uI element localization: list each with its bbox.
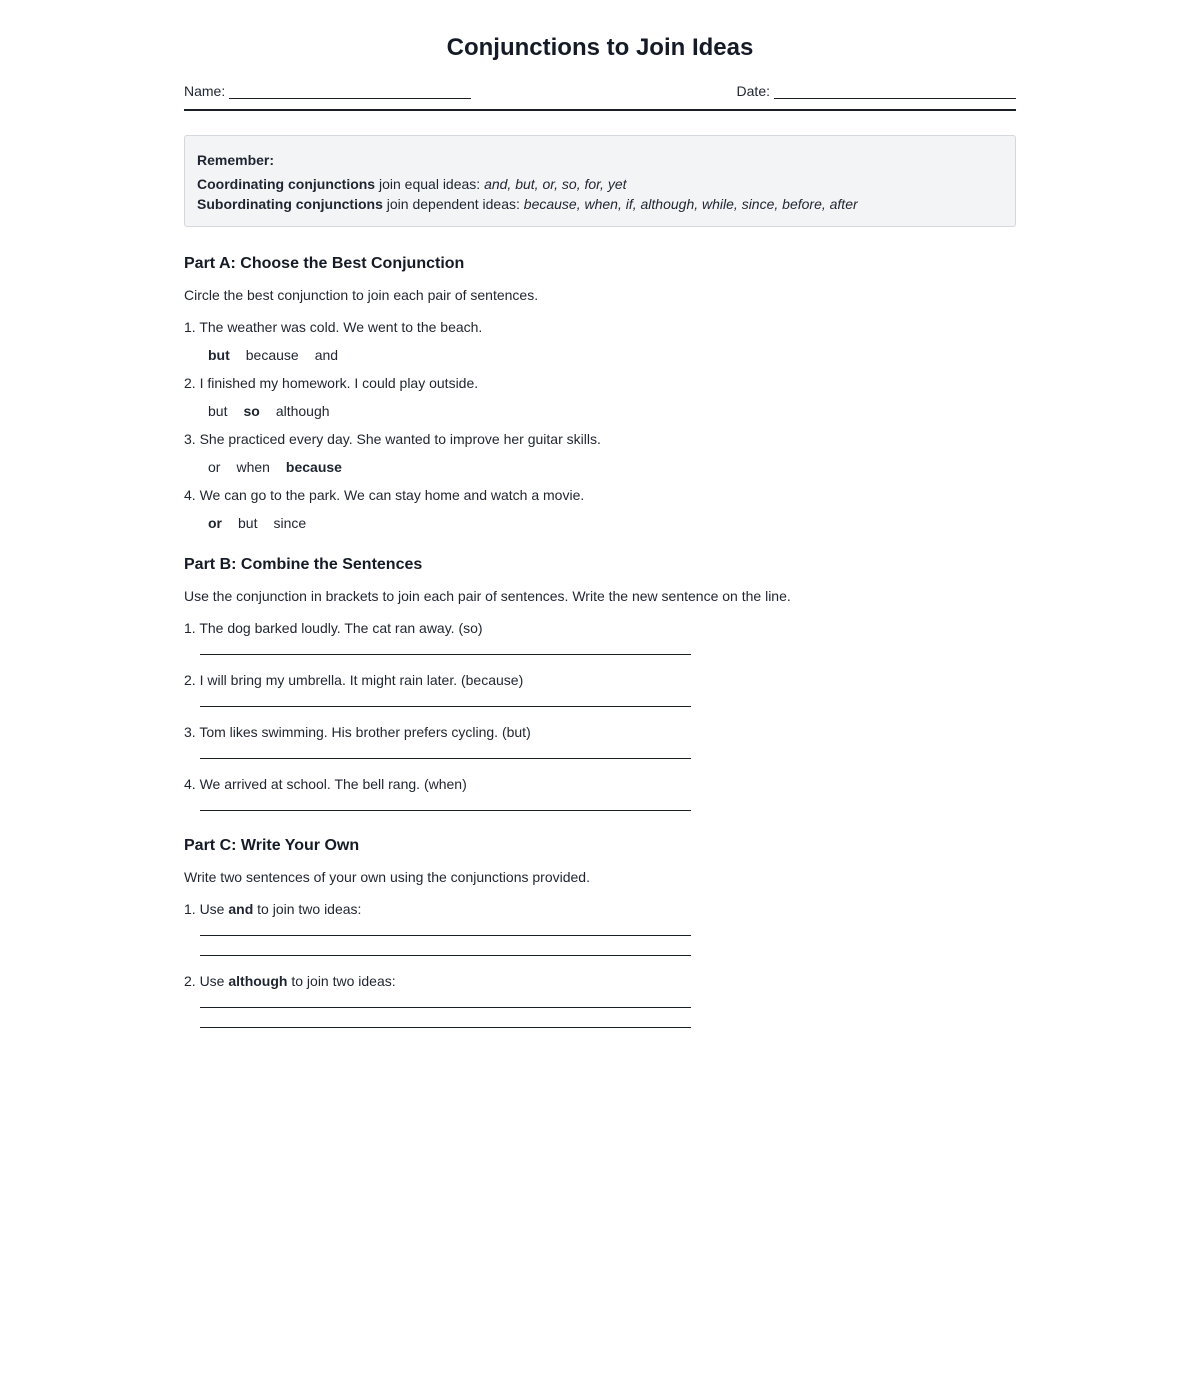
answer-line[interactable] — [200, 1027, 691, 1028]
conjunction-option[interactable]: and — [314, 347, 339, 363]
part-b-question — [184, 775, 1016, 811]
part-a-question-text: 1. The weather was cold. We went to the beach. — [184, 319, 483, 335]
part-c-suffix: to join two ideas: — [253, 901, 362, 917]
conjunction-option[interactable]: but — [208, 347, 230, 363]
conjunction-option[interactable]: because — [285, 459, 342, 475]
part-c-section — [184, 836, 1016, 1028]
part-b-section — [184, 555, 1016, 811]
part-a-options — [184, 402, 1016, 420]
subordinating-text: join dependent ideas: — [382, 196, 524, 212]
part-c-heading: Part C: Write Your Own — [184, 837, 360, 854]
remember-box — [184, 135, 1016, 227]
part-a-question-text: 3. She practiced every day. She wanted to improve her guitar skills. — [184, 431, 601, 447]
conjunction-option[interactable]: since — [273, 515, 307, 531]
part-a-options — [184, 346, 1016, 364]
part-c-question — [184, 900, 1016, 956]
part-b-instruction: Use the conjunction in brackets to join each pair of sentences. Write the new sentence on the line. — [184, 588, 791, 604]
conjunction-option[interactable]: so — [243, 403, 260, 419]
part-a-options — [184, 514, 1016, 532]
part-a-options — [184, 458, 1016, 476]
part-a-question — [184, 486, 1016, 532]
answer-line[interactable] — [200, 935, 691, 936]
name-label: Name: — [184, 83, 226, 99]
part-a-question — [184, 374, 1016, 420]
part-c-instruction: Write two sentences of your own using the conjunctions provided. — [184, 869, 590, 885]
part-c-suffix: to join two ideas: — [287, 973, 396, 989]
date-blank[interactable] — [774, 86, 1016, 99]
conjunction-option[interactable]: or — [208, 515, 222, 531]
part-a-question-text: 4. We can go to the park. We can stay home and watch a movie. — [184, 487, 585, 503]
part-a-question-text: 2. I finished my homework. I could play outside. — [184, 375, 479, 391]
date-field — [737, 83, 1016, 99]
worksheet-page — [184, 0, 1016, 1028]
worksheet-title: Conjunctions to Join Ideas — [446, 34, 754, 61]
name-field — [184, 83, 471, 99]
subordinating-examples: because, when, if, although, while, since, before, after — [523, 196, 858, 212]
part-b-question — [184, 723, 1016, 759]
answer-line[interactable] — [200, 654, 691, 655]
coordinating-examples: and, but, or, so, for, yet — [484, 176, 627, 192]
conjunction-option[interactable]: or — [208, 459, 221, 475]
answer-line[interactable] — [200, 1007, 691, 1008]
conjunction-option[interactable]: although — [275, 403, 330, 419]
coordinating-term: Coordinating conjunctions — [197, 176, 376, 192]
subordinating-line — [197, 194, 1003, 214]
conjunction-option[interactable]: but — [238, 515, 258, 531]
part-c-prefix: 2. Use — [184, 973, 229, 989]
part-b-question-text: 4. We arrived at school. The bell rang. (when) — [184, 776, 467, 792]
answer-line[interactable] — [200, 706, 691, 707]
header-info-row — [184, 83, 1016, 111]
part-c-conjunction: and — [228, 901, 254, 917]
answer-line[interactable] — [200, 955, 691, 956]
date-label: Date: — [736, 83, 770, 99]
part-c-question — [184, 972, 1016, 1028]
part-a-question — [184, 430, 1016, 476]
part-a-section — [184, 254, 1016, 532]
part-c-question-text — [184, 900, 1016, 918]
part-c-conjunction: although — [228, 973, 288, 989]
part-a-heading: Part A: Choose the Best Conjunction — [184, 255, 465, 272]
subordinating-term: Subordinating conjunctions — [197, 196, 383, 212]
answer-line[interactable] — [200, 810, 691, 811]
part-c-questions — [184, 900, 1016, 1028]
part-a-question — [184, 318, 1016, 364]
part-b-question-text: 3. Tom likes swimming. His brother prefers cycling. (but) — [184, 724, 531, 740]
part-c-question-text — [184, 972, 1016, 990]
part-b-questions — [184, 619, 1016, 811]
coordinating-line — [197, 174, 1003, 194]
part-b-question — [184, 671, 1016, 707]
part-a-instruction: Circle the best conjunction to join each pair of sentences. — [184, 287, 539, 303]
part-b-heading: Part B: Combine the Sentences — [184, 556, 423, 573]
coordinating-text: join equal ideas: — [375, 176, 485, 192]
conjunction-option[interactable]: when — [236, 459, 270, 475]
conjunction-option[interactable]: but — [208, 403, 228, 419]
name-blank[interactable] — [229, 86, 471, 99]
conjunction-option[interactable]: because — [245, 347, 299, 363]
remember-title: Remember: — [197, 152, 275, 168]
part-c-prefix: 1. Use — [184, 901, 229, 917]
part-b-question-text: 1. The dog barked loudly. The cat ran away. (so) — [184, 620, 483, 636]
part-a-questions — [184, 318, 1016, 532]
answer-line[interactable] — [200, 758, 691, 759]
part-b-question-text: 2. I will bring my umbrella. It might rain later. (because) — [184, 672, 524, 688]
part-b-question — [184, 619, 1016, 655]
